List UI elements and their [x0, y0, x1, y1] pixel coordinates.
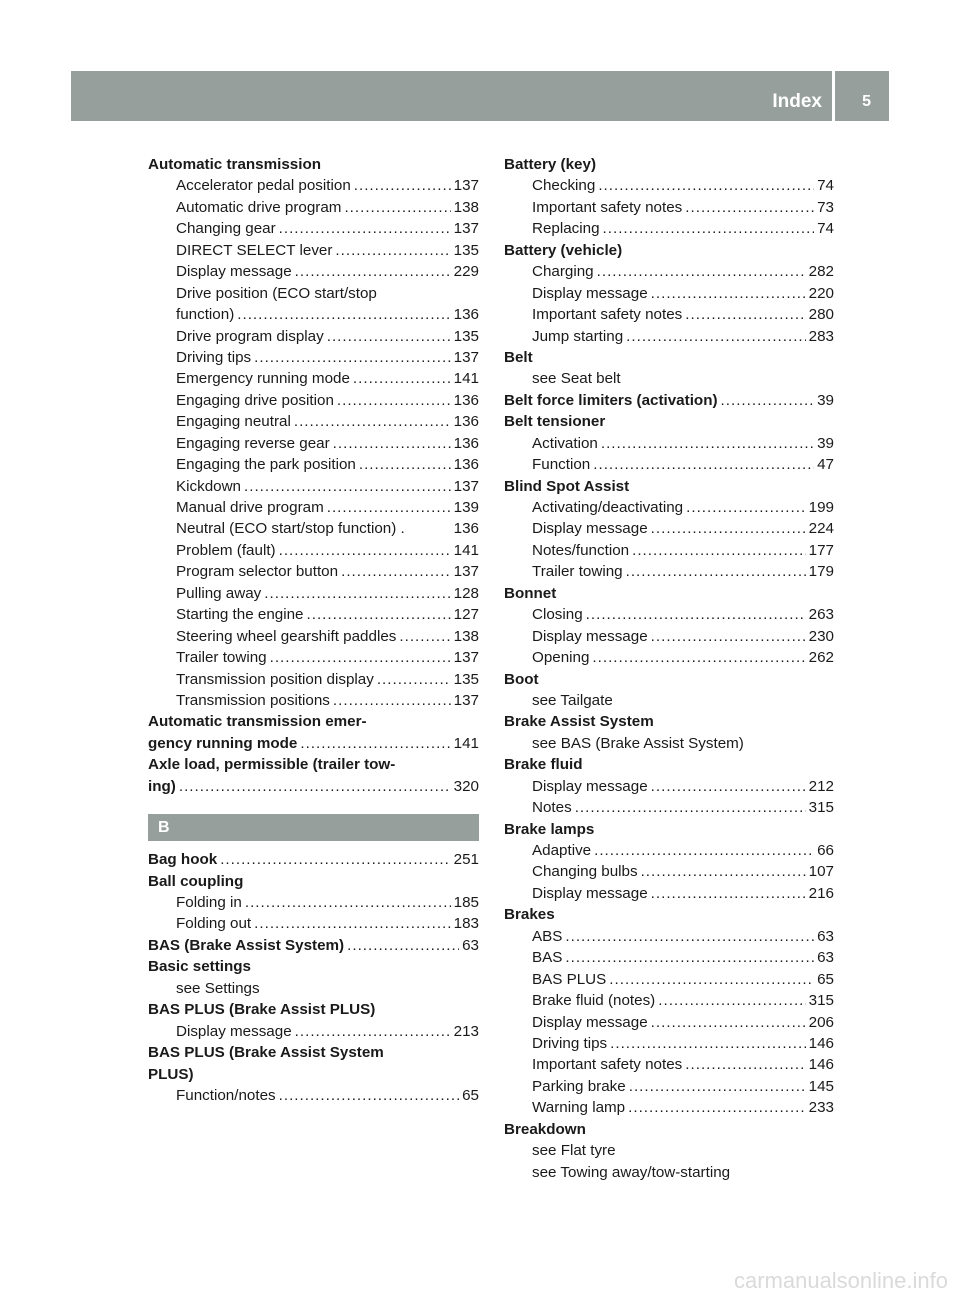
leader-dots	[592, 647, 805, 668]
page-number: 5	[862, 93, 871, 110]
entry-label: BAS (Brake Assist System)	[148, 936, 345, 954]
index-entry	[148, 197, 479, 218]
page-reference: 73	[817, 198, 834, 216]
page-reference: 216	[808, 884, 834, 902]
index-heading: Ball coupling	[148, 872, 244, 890]
page-reference: 63	[817, 927, 834, 945]
index-heading: Belt	[504, 348, 533, 366]
leader-dots	[353, 368, 451, 389]
index-entry	[504, 261, 834, 282]
entry-label: Engaging the park position	[176, 456, 356, 474]
page-reference: 74	[817, 177, 834, 195]
entry-label: Display message	[532, 884, 648, 902]
entry-label: Accelerator pedal position	[176, 177, 351, 195]
leader-dots	[626, 561, 806, 582]
index-entry	[148, 583, 479, 604]
leader-dots	[279, 540, 451, 561]
page-reference: 145	[808, 1077, 834, 1095]
index-entry	[504, 326, 834, 347]
page-reference: 262	[808, 649, 834, 667]
index-entry	[504, 626, 834, 647]
page-reference: 47	[817, 456, 834, 474]
leader-dots	[685, 197, 814, 218]
header-divider	[832, 71, 835, 121]
leader-dots	[651, 883, 806, 904]
entry-label: Kickdown	[176, 477, 241, 495]
leader-dots	[300, 733, 450, 754]
index-heading: Blind Spot Assist	[504, 477, 630, 495]
entry-label: Important safety notes	[532, 198, 683, 216]
index-subentry-text: see Seat belt	[532, 370, 621, 388]
entry-label: Notes	[532, 799, 572, 817]
index-heading: Battery (key)	[504, 156, 597, 173]
leader-dots	[333, 690, 451, 711]
index-heading: Breakdown	[504, 1120, 586, 1138]
entry-label: Problem (fault)	[176, 541, 276, 559]
entry-label: Opening	[532, 649, 590, 667]
entry-label: Warning lamp	[532, 1099, 626, 1117]
index-entry	[504, 1054, 834, 1075]
index-entry	[504, 433, 834, 454]
index-entry	[148, 849, 479, 870]
entry-label: BAS	[532, 949, 563, 967]
page-reference: 136	[453, 413, 479, 431]
page-reference: 185	[453, 894, 479, 911]
entry-label: Program selector button	[176, 563, 339, 581]
page-reference: 138	[453, 627, 479, 645]
entry-label: Transmission positions	[176, 691, 330, 709]
page-reference: 63	[817, 949, 834, 967]
leader-dots	[594, 840, 814, 861]
entry-label: Steering wheel gearshift paddles	[176, 627, 397, 645]
leader-dots	[335, 240, 450, 261]
index-title: Index	[772, 91, 822, 112]
index-heading: Basic settings	[148, 958, 251, 976]
entry-label: Emergency running mode	[176, 370, 350, 388]
entry-label: Automatic drive program	[176, 198, 342, 216]
leader-dots	[333, 433, 451, 454]
leader-dots	[270, 647, 451, 668]
page-reference: 212	[808, 777, 834, 795]
index-entry	[504, 947, 834, 968]
entry-label: ing)	[148, 777, 176, 795]
index-heading: Automatic transmission emer-	[148, 713, 367, 731]
entry-label: Engaging neutral	[176, 413, 291, 431]
index-entry	[504, 540, 834, 561]
page-reference: 137	[453, 348, 479, 366]
index-entry	[148, 669, 479, 690]
index-entry	[148, 476, 479, 497]
leader-dots	[327, 326, 451, 347]
index-entry	[504, 1076, 834, 1097]
page-reference: 137	[453, 563, 479, 581]
index-entry	[148, 390, 479, 411]
leader-dots	[575, 797, 806, 818]
index-heading: Axle load, permissible (trailer tow-	[148, 756, 396, 774]
index-entry	[148, 1085, 479, 1106]
page-reference: 224	[808, 520, 834, 538]
entry-label: Display message	[532, 777, 648, 795]
index-heading: BAS PLUS (Brake Assist System	[148, 1044, 384, 1062]
page-reference: 283	[808, 327, 834, 345]
leader-dots	[254, 913, 451, 934]
entry-label: Charging	[532, 263, 594, 281]
page-reference: 136	[453, 391, 479, 409]
leader-dots	[628, 1097, 806, 1118]
entry-label: Activating/deactivating	[532, 499, 684, 516]
leader-dots	[685, 304, 805, 325]
page-reference: 137	[453, 177, 479, 195]
leader-dots	[294, 411, 451, 432]
entry-label: Trailer towing	[532, 563, 623, 581]
entry-label: Display message	[532, 1013, 648, 1031]
entry-label: DIRECT SELECT lever	[176, 241, 333, 259]
leader-dots	[405, 518, 454, 539]
page-reference: 230	[808, 627, 834, 645]
leader-dots	[651, 518, 806, 539]
leader-dots	[399, 626, 450, 647]
section-header-b: B	[148, 814, 479, 841]
leader-dots	[377, 669, 451, 690]
leader-dots	[245, 892, 451, 913]
page-reference: 213	[453, 1022, 479, 1040]
index-heading: Bonnet	[504, 584, 557, 602]
entry-label: Engaging drive position	[176, 391, 334, 409]
page-reference: 135	[453, 241, 479, 259]
entry-label: Folding in	[176, 894, 242, 911]
entry-label: Bag hook	[148, 851, 218, 869]
index-list-right	[504, 154, 834, 1183]
page-reference: 206	[808, 1013, 834, 1031]
leader-dots	[337, 390, 451, 411]
index-entry	[148, 304, 479, 325]
index-entry	[504, 1012, 834, 1033]
entry-label: Driving tips	[532, 1034, 608, 1052]
leader-dots	[254, 347, 451, 368]
leader-dots	[721, 390, 815, 411]
entry-label: ABS	[532, 927, 563, 945]
entry-label: Display message	[532, 520, 648, 538]
index-heading: PLUS)	[148, 1065, 194, 1083]
index-entry	[504, 218, 834, 239]
leader-dots	[651, 283, 806, 304]
index-entry	[148, 913, 479, 934]
index-entry	[148, 411, 479, 432]
page-reference: 139	[453, 499, 479, 516]
index-subentry-text: see Towing away/tow-starting	[532, 1163, 731, 1181]
index-entry	[148, 218, 479, 239]
index-subentry-text: see BAS (Brake Assist System)	[532, 734, 744, 752]
page-reference: 136	[453, 456, 479, 474]
leader-dots	[685, 1054, 805, 1075]
index-entry	[148, 540, 479, 561]
index-entry	[504, 175, 834, 196]
index-heading: Brake lamps	[504, 820, 595, 838]
index-entry	[148, 935, 479, 956]
entry-label: Belt force limiters (activation)	[504, 391, 718, 409]
index-entry	[148, 240, 479, 261]
page-reference: 183	[453, 915, 479, 933]
index-entry	[504, 990, 834, 1011]
index-entry	[148, 347, 479, 368]
leader-dots	[347, 935, 459, 956]
index-entry	[504, 518, 834, 539]
page-reference: 136	[453, 520, 479, 538]
leader-dots	[651, 626, 806, 647]
page-reference: 251	[453, 851, 479, 869]
entry-label: Important safety notes	[532, 306, 683, 324]
index-entry	[504, 926, 834, 947]
index-entry	[504, 647, 834, 668]
entry-label: Jump starting	[532, 327, 624, 345]
leader-dots	[295, 1021, 451, 1042]
page-reference: 177	[808, 541, 834, 559]
index-entry	[148, 647, 479, 668]
index-entry	[504, 497, 834, 518]
leader-dots	[601, 433, 814, 454]
entry-label: Folding out	[176, 915, 252, 933]
page-reference: 135	[453, 327, 479, 345]
entry-label: Pulling away	[176, 584, 262, 602]
index-heading: Battery (vehicle)	[504, 241, 623, 259]
leader-dots	[220, 849, 450, 870]
index-entry	[148, 626, 479, 647]
page-reference: 199	[808, 499, 834, 516]
leader-dots	[593, 454, 814, 475]
entry-label: Closing	[532, 606, 583, 624]
entry-label: Engaging reverse gear	[176, 434, 330, 452]
index-list-a	[148, 154, 479, 797]
index-subentry-text: see Settings	[176, 979, 260, 997]
leader-dots	[597, 261, 806, 282]
entry-label: Parking brake	[532, 1077, 626, 1095]
index-entry	[504, 604, 834, 625]
entry-label: Function/notes	[176, 1086, 276, 1104]
index-entry	[148, 733, 479, 754]
index-entry	[148, 175, 479, 196]
page-reference: 280	[808, 306, 834, 324]
index-entry	[504, 454, 834, 475]
page-reference: 65	[462, 1086, 479, 1104]
leader-dots	[237, 304, 450, 325]
entry-label: Important safety notes	[532, 1056, 683, 1074]
index-entry	[504, 861, 834, 882]
entry-label: gency running mode	[148, 734, 298, 752]
index-subentry-text: Drive position (ECO start/stop	[176, 284, 377, 302]
page-reference: 282	[808, 263, 834, 281]
index-entry	[504, 304, 834, 325]
page-reference: 315	[808, 799, 834, 817]
leader-dots	[344, 197, 450, 218]
leader-dots	[327, 497, 451, 518]
index-entry	[504, 283, 834, 304]
leader-dots	[686, 497, 806, 518]
index-entry	[148, 561, 479, 582]
leader-dots	[279, 1085, 459, 1106]
index-entry	[504, 969, 834, 990]
index-entry	[504, 390, 834, 411]
index-entry	[148, 497, 479, 518]
page-reference: 39	[817, 434, 834, 452]
page-reference: 136	[453, 434, 479, 452]
leader-dots	[341, 561, 451, 582]
page-reference: 137	[453, 220, 479, 238]
index-entry	[148, 368, 479, 389]
entry-label: Function	[532, 456, 591, 474]
page-reference: 141	[453, 370, 479, 388]
leader-dots	[598, 175, 814, 196]
index-heading: Brakes	[504, 906, 555, 924]
entry-label: BAS PLUS	[532, 970, 607, 988]
index-column-left	[148, 154, 479, 1106]
entry-label: Manual drive program	[176, 499, 324, 516]
entry-label: Changing bulbs	[532, 863, 638, 881]
entry-label: Adaptive	[532, 842, 592, 859]
leader-dots	[565, 926, 814, 947]
entry-label: Trailer towing	[176, 649, 267, 667]
entry-label: Neutral (ECO start/stop function) .	[176, 520, 405, 538]
header-bar	[71, 71, 889, 121]
page-reference: 141	[453, 541, 479, 559]
index-subentry-text: see Flat tyre	[532, 1142, 616, 1160]
leader-dots	[586, 604, 806, 625]
index-entry	[148, 518, 479, 539]
entry-label: Driving tips	[176, 348, 252, 366]
page-reference: 63	[462, 936, 479, 954]
entry-label: Replacing	[532, 220, 600, 238]
page-reference: 137	[453, 691, 479, 709]
page-reference: 141	[453, 734, 479, 752]
leader-dots	[651, 776, 806, 797]
leader-dots	[307, 604, 451, 625]
leader-dots	[279, 218, 451, 239]
index-entry	[148, 261, 479, 282]
page-reference: 65	[817, 970, 834, 988]
leader-dots	[658, 990, 805, 1011]
entry-label: Brake fluid (notes)	[532, 992, 656, 1010]
leader-dots	[359, 454, 451, 475]
page-reference: 66	[817, 842, 834, 859]
index-entry	[148, 776, 479, 797]
watermark: carmanualsonline.info	[733, 1268, 948, 1293]
entry-label: Starting the engine	[176, 606, 304, 624]
index-entry	[504, 840, 834, 861]
index-entry	[148, 892, 479, 913]
index-entry	[504, 561, 834, 582]
page-reference: 137	[453, 477, 479, 495]
page-reference: 136	[453, 306, 479, 324]
page-reference: 146	[808, 1056, 834, 1074]
index-heading: Automatic transmission	[148, 156, 322, 173]
leader-dots	[626, 326, 805, 347]
page-reference: 128	[453, 584, 479, 602]
index-entry	[504, 1097, 834, 1118]
index-entry	[148, 454, 479, 475]
page-reference: 146	[808, 1034, 834, 1052]
entry-label: Drive program display	[176, 327, 324, 345]
index-column-right	[504, 154, 834, 1183]
leader-dots	[354, 175, 451, 196]
index-heading: Brake Assist System	[504, 713, 654, 731]
page-reference: 127	[453, 606, 479, 624]
page-reference: 39	[817, 391, 834, 409]
entry-label: Checking	[532, 177, 596, 195]
page-reference: 138	[453, 198, 479, 216]
page-reference: 107	[808, 863, 834, 881]
index-heading: Boot	[504, 670, 539, 688]
leader-dots	[632, 540, 806, 561]
leader-dots	[295, 261, 451, 282]
leader-dots	[565, 947, 814, 968]
page-reference: 220	[808, 284, 834, 302]
entry-label: Display message	[176, 263, 292, 281]
entry-label: Changing gear	[176, 220, 276, 238]
entry-label: Activation	[532, 434, 598, 452]
index-entry	[504, 1033, 834, 1054]
page-reference: 135	[453, 670, 479, 688]
index-heading: Belt tensioner	[504, 413, 606, 431]
leader-dots	[629, 1076, 806, 1097]
entry-label: Transmission position display	[176, 670, 374, 688]
index-entry	[148, 1021, 479, 1042]
page-reference: 74	[817, 220, 834, 238]
page-reference: 229	[453, 263, 479, 281]
leader-dots	[610, 1033, 806, 1054]
leader-dots	[641, 861, 806, 882]
index-entry	[504, 883, 834, 904]
page-reference: 137	[453, 649, 479, 667]
index-entry	[148, 433, 479, 454]
page-reference: 315	[808, 992, 834, 1010]
leader-dots	[264, 583, 450, 604]
leader-dots	[179, 776, 451, 797]
index-entry	[148, 604, 479, 625]
leader-dots	[244, 476, 451, 497]
entry-label: function)	[176, 306, 235, 324]
page-reference: 263	[808, 606, 834, 624]
index-entry	[504, 197, 834, 218]
entry-label: Display message	[532, 284, 648, 302]
leader-dots	[603, 218, 815, 239]
page-reference: 320	[453, 777, 479, 795]
page-reference: 233	[808, 1099, 834, 1117]
index-entry	[504, 776, 834, 797]
entry-label: Display message	[176, 1022, 292, 1040]
index-heading: Brake fluid	[504, 756, 583, 774]
page-reference: 179	[808, 563, 834, 581]
entry-label: Display message	[532, 627, 648, 645]
index-entry	[504, 797, 834, 818]
entry-label: Notes/function	[532, 541, 630, 559]
leader-dots	[609, 969, 814, 990]
index-entry	[148, 326, 479, 347]
leader-dots	[651, 1012, 806, 1033]
index-list-b	[148, 849, 479, 1106]
index-heading: BAS PLUS (Brake Assist PLUS)	[148, 1001, 376, 1019]
index-entry	[148, 690, 479, 711]
index-subentry-text: see Tailgate	[532, 691, 613, 709]
